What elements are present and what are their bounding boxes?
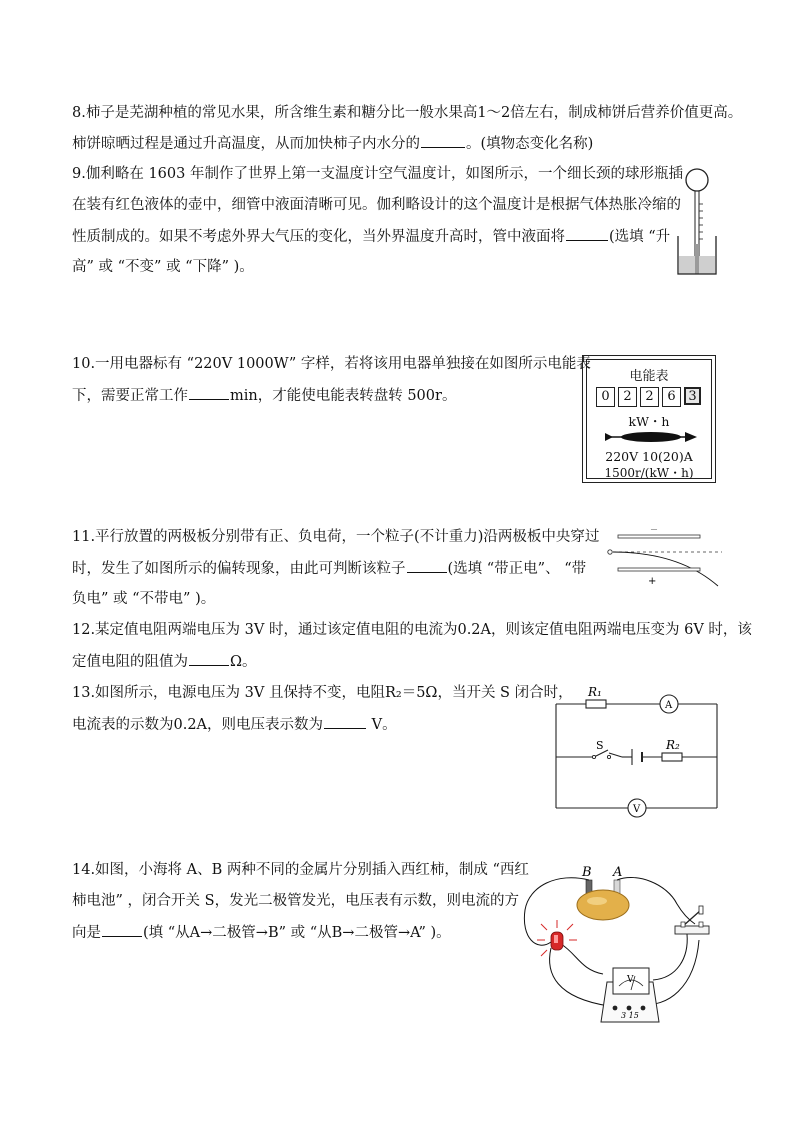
q10-line-1: 10.一用电器标有 “220V 1000W” 字样，若将该用电器单独接在如图所示电能表 — [72, 356, 591, 372]
voltmeter-scale-label: 3 15 — [621, 1011, 639, 1020]
q8-line-1: 8.柿子是芜湖种植的常见水果，所含维生素和糖分比一般水果高1～2倍左右，制成柿饼后营养价值更高。 — [72, 105, 743, 121]
switch-pivot — [592, 755, 595, 758]
meter-title: 电能表 — [629, 369, 669, 384]
meter-digits — [596, 387, 701, 407]
particle — [608, 550, 612, 554]
positive-plate — [618, 568, 700, 571]
q12-line-2: 定值电阻的阻值为 Ω。 — [72, 651, 257, 672]
q12-line-1: 12.某定值电阻两端电压为 3V 时，通过该定值电阻的电流为0.2A，则该定值电阻两端电压变为 6V 时，该 — [72, 622, 752, 638]
resistor-r1 — [586, 700, 606, 708]
q8-line-2: 柿饼晾晒过程是通过升高温度，从而加快柿子内水分的 。(填物态变化名称) — [72, 133, 593, 154]
q9-answer-blank[interactable] — [566, 226, 608, 241]
q10-answer-blank[interactable] — [189, 385, 229, 400]
led-icon — [537, 920, 577, 956]
tomato-battery-figure — [517, 858, 723, 1026]
q14-line-1: 14.如图，小海将 A、B 两种不同的金属片分别插入西红柿，制成 “西红 — [72, 862, 529, 878]
q13-line-1: 13.如图所示，电源电压为 3V 且保持不变，电阻R₂＝5Ω，当开关 S 闭合时， — [72, 685, 573, 701]
positive-plate-sign: + — [648, 576, 657, 587]
negative-plate-sign: － — [650, 525, 658, 534]
q11-line-1: 11.平行放置的两极板分别带有正、负电荷，一个粒子(不计重力)沿两极板中央穿过 — [72, 529, 600, 545]
q11-line-3: 负电” 或 “不带电” )。 — [72, 591, 216, 607]
thermometer-bulb — [686, 169, 708, 191]
label-b: B — [582, 865, 592, 880]
q11-answer-blank[interactable] — [407, 558, 447, 573]
q14-line-2: 柿电池” ，闭合开关 S，发光二极管发光，电压表有示数，则电流的方 — [72, 893, 520, 909]
q9-line-4: 高” 或 “不变” 或 “下降” )。 — [72, 259, 254, 275]
q9-line-3: 性质制成的。如果不考虑外界大气压的变化，当外界温度升高时，管中液面将 (选填 “升 — [72, 226, 670, 247]
meter-digit-decimal: 3 — [684, 387, 701, 405]
q8-answer-blank[interactable] — [421, 133, 465, 148]
switch-contact — [607, 755, 610, 758]
label-a: A — [613, 865, 623, 880]
meter-digit: 2 — [640, 387, 659, 407]
label-r1: R₁ — [588, 685, 602, 699]
q14-line-3: 向是 (填 “从A→二极管→B” 或 “从B→二极管→A” )。 — [72, 922, 451, 943]
charged-plates-figure — [604, 523, 724, 587]
q9-line-2: 在装有红色液体的壶中，细管中液面清晰可见。伽利略设计的这个温度计是根据气体热胀冷缩的 — [72, 197, 681, 213]
knife-switch-icon — [675, 906, 709, 934]
q11-line-2: 时，发生了如图所示的偏转现象，由此可判断该粒子 (选填 “带正电”、 “带 — [72, 558, 586, 579]
meter-digit: 6 — [662, 387, 681, 407]
q10-line-2: 下，需要正常工作 min，才能使电能表转盘转 500r。 — [72, 385, 456, 406]
meter-unit: kW・h — [628, 414, 670, 429]
voltmeter-dial-label: V — [627, 975, 634, 985]
q9-line-1: 9.伽利略在 1603 年制作了世界上第一支温度计空气温度计，如图所示，一个细长颈的球形瓶插 — [72, 166, 683, 182]
meter-spec-rating: 220V 10(20)A — [605, 449, 693, 464]
q12-answer-blank[interactable] — [189, 651, 229, 666]
air-thermometer-figure — [672, 164, 722, 278]
label-r2: R₂ — [666, 738, 680, 752]
meter-digit: 0 — [596, 387, 615, 407]
ammeter-label: A — [665, 700, 673, 711]
q13-answer-blank[interactable] — [324, 714, 366, 729]
meter-disc-arrow-icon — [601, 430, 699, 444]
electric-meter-figure — [582, 355, 716, 483]
q13-line-2: 电流表的示数为0.2A，则电压表示数为 V。 — [72, 714, 397, 735]
q13-circuit-figure — [550, 684, 726, 822]
tomato — [577, 890, 629, 920]
negative-plate — [618, 535, 700, 538]
meter-digit: 2 — [618, 387, 637, 407]
resistor-r2 — [662, 753, 682, 761]
label-switch: S — [596, 739, 604, 752]
meter-spec-revs: 1500r/(kW・h) — [604, 466, 694, 480]
voltmeter-label: V — [633, 804, 641, 815]
q14-answer-blank[interactable] — [102, 922, 142, 937]
